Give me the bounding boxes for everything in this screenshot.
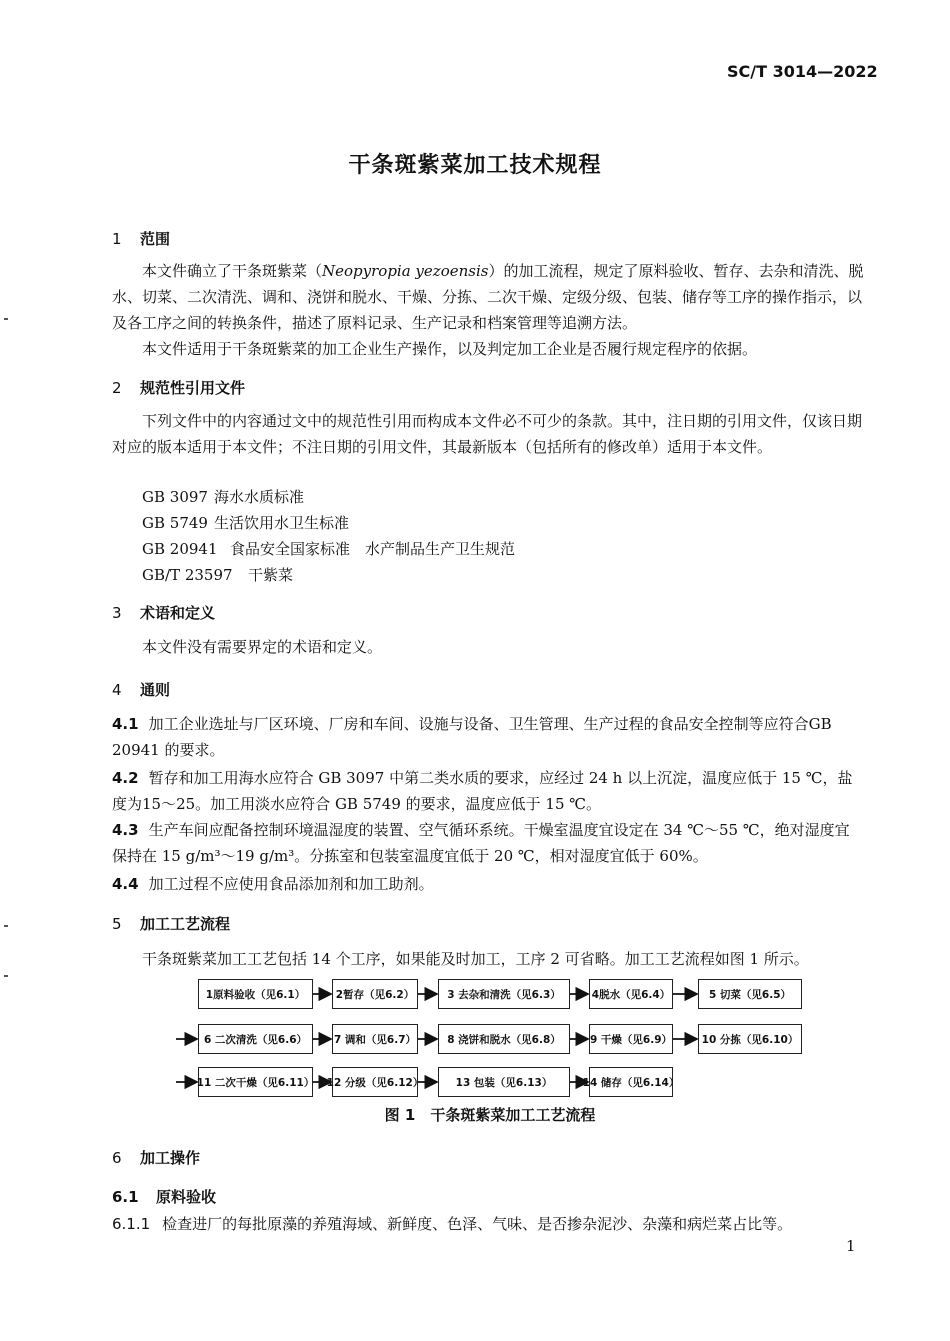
- reference-item: GB 20941 食品安全国家标准 水产制品生产卫生规范: [142, 540, 516, 558]
- section-5-paragraph: 干条斑紫菜加工工艺包括 14 个工序，如果能及时加工，工序 2 可省略。加工工艺流程如图 1 所示。: [142, 950, 809, 968]
- flow-step: 2暂存（见6.2）: [332, 979, 418, 1009]
- document-title: 干条斑紫菜加工技术规程: [348, 153, 602, 178]
- section-1-paragraph-1: 本文件确立了干条斑紫菜（Neopyropia yezoensis）的加工流程，规定了原料验收、暂存、去杂和清洗、脱水、切菜、二次清洗、调和、浇饼和脱水、干燥、分拣、二次干燥、定级分级、包装、储存等工序的操作指示，以及各工序之间的转换条件，描述了原料记录、生产记录和档案管理等追溯方法。: [112, 262, 864, 332]
- section-4-heading: 4 通则: [112, 681, 171, 699]
- figure-caption: 图 1 干条斑紫菜加工工艺流程: [384, 1106, 596, 1124]
- flow-step: 12 分级（见6.12）: [332, 1067, 418, 1097]
- section-6-heading: 6 加工操作: [112, 1149, 201, 1167]
- clause-4-3: 4.3 生产车间应配备控制环境温湿度的装置、空气循环系统。干燥室温度宜设定在 34 ℃～55 ℃，绝对湿度宜保持在 15 g/m³～19 g/m³。分拣室和包装室温度宜低于 20 ℃，相对湿度宜低于 60%。: [112, 821, 850, 865]
- section-1-heading: 1 范围: [112, 230, 171, 248]
- flow-step: 7 调和（见6.7）: [332, 1024, 418, 1054]
- section-3-paragraph: 本文件没有需要界定的术语和定义。: [142, 638, 383, 656]
- flow-step: 9 干燥（见6.9）: [589, 1024, 673, 1054]
- subsection-6-1-heading: 6.1 原料验收: [112, 1188, 217, 1206]
- reference-item: GB 3097 海水水质标准: [142, 488, 305, 506]
- section-5-heading: 5 加工工艺流程: [112, 915, 231, 933]
- flow-step: 13 包装（见6.13）: [438, 1067, 570, 1097]
- clause-6-1-1: 6.1.1 检查进厂的每批原藻的养殖海域、新鲜度、色泽、气味、是否掺杂泥沙、杂藻和病烂菜占比等。: [112, 1215, 793, 1233]
- clause-4-2: 4.2 暂存和加工用海水应符合 GB 3097 中第二类水质的要求，应经过 24 h 以上沉淀，温度应低于 15 ℃，盐度为15～25。加工用淡水应符合 GB 5749 的要求，温度应低于 15 ℃。: [112, 769, 853, 813]
- clause-4-1: 4.1 加工企业选址与厂区环境、厂房和车间、设施与设备、卫生管理、生产过程的食品安全控制等应符合GB 20941 的要求。: [112, 715, 832, 759]
- reference-item: GB 5749 生活饮用水卫生标准: [142, 514, 350, 532]
- flow-step: 8 浇饼和脱水（见6.8）: [438, 1024, 570, 1054]
- clause-4-4: 4.4 加工过程不应使用食品添加剂和加工助剂。: [112, 875, 434, 893]
- page-number: 1: [846, 1237, 856, 1255]
- section-3-heading: 3 术语和定义: [112, 604, 216, 622]
- flow-step: 1原料验收（见6.1）: [198, 979, 313, 1009]
- flow-step: 4脱水（见6.4）: [589, 979, 673, 1009]
- section-2-paragraph-1: 下列文件中的内容通过文中的规范性引用而构成本文件必不可少的条款。其中，注日期的引用文件，仅该日期对应的版本适用于本文件；不注日期的引用文件，其最新版本（包括所有的修改单）适用于本文件。: [112, 412, 863, 456]
- flow-step: 6 二次清洗（见6.6）: [198, 1024, 313, 1054]
- flow-step: 11 二次干燥（见6.11）: [198, 1067, 313, 1097]
- section-1-paragraph-2: 本文件适用于干条斑紫菜的加工企业生产操作，以及判定加工企业是否履行规定程序的依据。: [142, 340, 758, 358]
- section-2-heading: 2 规范性引用文件: [112, 379, 246, 397]
- flow-step: 10 分拣（见6.10）: [698, 1024, 802, 1054]
- flow-step: 3 去杂和清洗（见6.3）: [438, 979, 570, 1009]
- standard-code: SC/T 3014—2022: [727, 62, 878, 81]
- flow-step: 5 切菜（见6.5）: [698, 979, 802, 1009]
- reference-item: GB/T 23597 干紫菜: [142, 566, 294, 584]
- flow-step: 14 储存（见6.14）: [589, 1067, 673, 1097]
